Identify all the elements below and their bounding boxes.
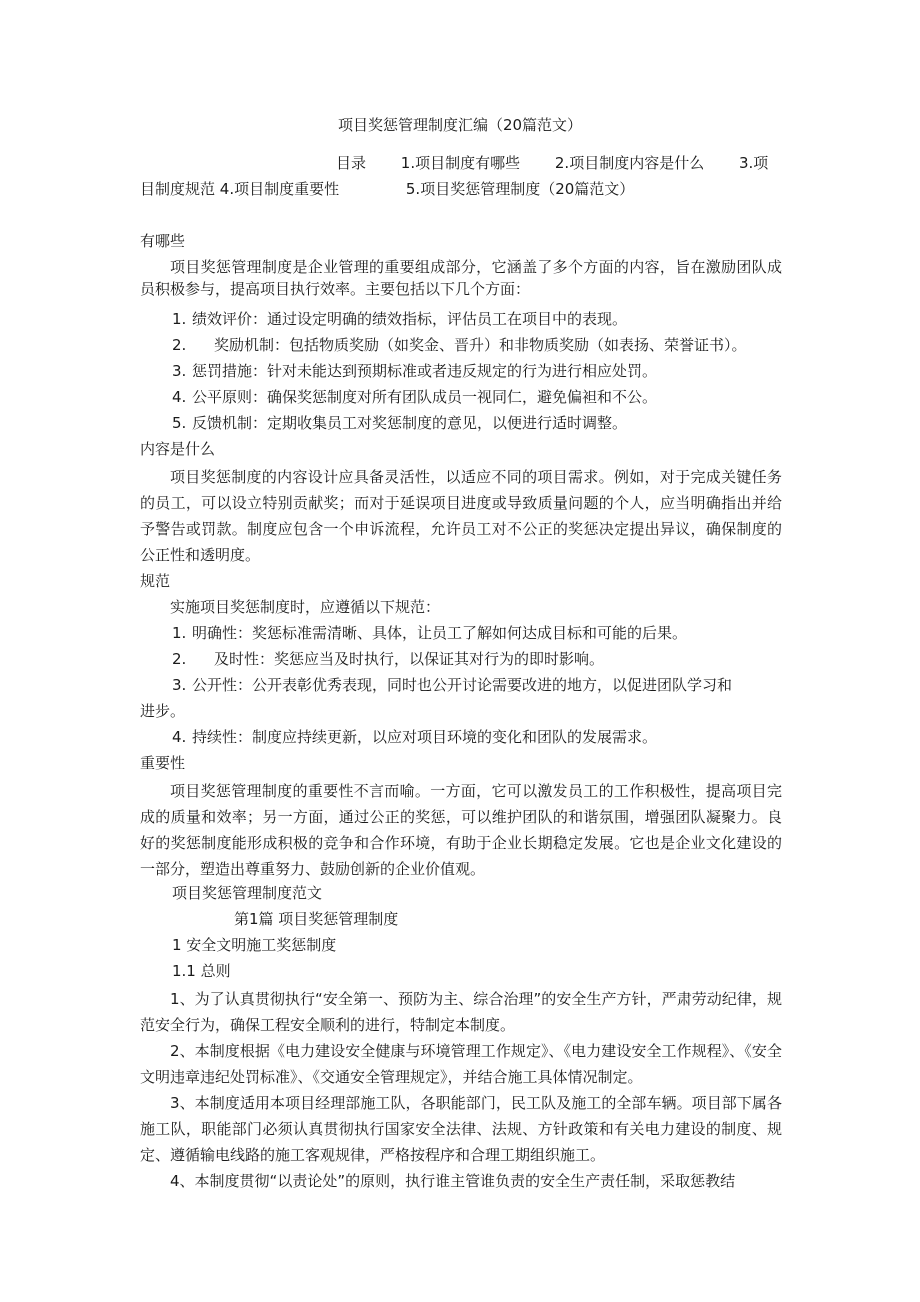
paragraph: 2、本制度根据《电力建设安全健康与环境管理工作规定》、《电力建设安全工作规程》、《安全文明违章违纪处罚标准》、《交通安全管理规定》，并结合施工具体情况制定。 bbox=[140, 1042, 782, 1086]
list-number: 1. bbox=[172, 310, 187, 328]
paragraph: 项目奖惩管理制度的重要性不言而喻。一方面，它可以激发员工的工作积极性，提高项目完成的质量和效率；另一方面，通过公正的奖惩，可以维护团队的和谐氛围，增强团队凝聚力。良好的奖惩制度能形成积极的竞争和合作环境，有助于企业长期稳定发展。它也是企业文化建设的一部分，塑造出尊重努力、鼓励创新的企业价值观。 bbox=[140, 782, 782, 878]
list-text: 持续性：制度应持续更新，以应对项目环境的变化和团队的发展需求。 bbox=[192, 728, 658, 746]
list-item bbox=[172, 648, 782, 670]
list-item bbox=[172, 386, 782, 408]
section-title: 1.1 总则 bbox=[172, 962, 231, 980]
list-text: 明确性：奖惩标准需清晰、具体，让员工了解如何达成目标和可能的后果。 bbox=[192, 624, 688, 642]
section-heading: 重要性 bbox=[140, 754, 186, 772]
section-heading: 有哪些 bbox=[140, 232, 186, 250]
list-text: 反馈机制：定期收集员工对奖惩制度的意见，以便进行适时调整。 bbox=[192, 414, 628, 432]
chapter-title: 1 安全文明施工奖惩制度 bbox=[172, 936, 337, 954]
toc-line-2 bbox=[140, 178, 634, 200]
list-text: 奖励机制：包括物质奖励（如奖金、晋升）和非物质奖励（如表扬、荣誉证书）。 bbox=[214, 336, 747, 354]
list-item bbox=[172, 308, 782, 330]
list-number: 1. bbox=[172, 624, 187, 642]
list-item-continuation: 进步。 bbox=[140, 702, 186, 720]
list-text: 公平原则：确保奖惩制度对所有团队成员一视同仁，避免偏袒和不公。 bbox=[192, 388, 658, 406]
toc-item-5[interactable]: 5.项目奖惩管理制度（20篇范文） bbox=[405, 180, 635, 198]
paragraph: 3、本制度适用本项目经理部施工队，各职能部门，民工队及施工的全部车辆。项目部下属各施工队，职能部门必须认真贯彻执行国家安全法律、法规、方针政策和有关电力建设的制度、规定、遵循输电线路的施工客观规律，严格按程序和合理工期组织施工。 bbox=[140, 1094, 782, 1164]
list-item bbox=[172, 360, 782, 382]
paragraph: 1、为了认真贯彻执行“安全第一、预防为主、综合治理”的安全生产方针，严肃劳动纪律，规范安全行为，确保工程安全顺利的进行，特制定本制度。 bbox=[140, 990, 782, 1034]
list-number: 5. bbox=[172, 414, 187, 432]
list-number: 2. bbox=[172, 650, 187, 668]
list-item bbox=[172, 334, 782, 356]
section-heading: 内容是什么 bbox=[140, 440, 216, 458]
list-number: 4. bbox=[172, 728, 187, 746]
list-number: 4. bbox=[172, 388, 187, 406]
paragraph: 项目奖惩制度的内容设计应具备灵活性，以适应不同的项目需求。例如，对于完成关键任务的员工，可以设立特别贡献奖；而对于延误项目进度或导致质量问题的个人，应当明确指出并给予警告或罚款。制度应包含一个申诉流程，允许员工对不公正的奖惩决定提出异议，确保制度的公正性和透明度。 bbox=[140, 468, 782, 564]
toc-line-1 bbox=[336, 152, 768, 174]
list-item bbox=[172, 726, 782, 748]
toc-item-4[interactable]: 4.项目制度重要性 bbox=[219, 180, 340, 198]
paragraph: 项目奖惩管理制度是企业管理的重要组成部分，它涵盖了多个方面的内容，旨在激励团队成员积极参与，提高项目执行效率。主要包括以下几个方面： bbox=[140, 258, 782, 298]
article-title: 第1篇 项目奖惩管理制度 bbox=[234, 910, 399, 928]
list-text: 公开性：公开表彰优秀表现，同时也公开讨论需要改进的地方，以促进团队学习和 bbox=[192, 676, 733, 694]
toc-label: 目录 bbox=[336, 154, 367, 172]
section-heading: 项目奖惩管理制度范文 bbox=[172, 884, 323, 902]
section-heading: 规范 bbox=[140, 572, 171, 590]
toc-item-2[interactable]: 2.项目制度内容是什么 bbox=[554, 154, 705, 172]
paragraph: 实施项目奖惩制度时，应遵循以下规范： bbox=[170, 598, 441, 616]
paragraph: 4、本制度贯彻“以责论处”的原则，执行谁主管谁负责的安全生产责任制，采取惩教结 bbox=[170, 1172, 736, 1190]
list-item bbox=[172, 674, 782, 696]
list-text: 及时性：奖惩应当及时执行，以保证其对行为的即时影响。 bbox=[214, 650, 605, 668]
toc-item-3-start[interactable]: 3.项 bbox=[738, 154, 769, 172]
list-text: 惩罚措施：针对未能达到预期标准或者违反规定的行为进行相应处罚。 bbox=[192, 362, 658, 380]
list-number: 3. bbox=[172, 676, 187, 694]
list-item bbox=[172, 412, 782, 434]
list-number: 3. bbox=[172, 362, 187, 380]
toc-item-1[interactable]: 1.项目制度有哪些 bbox=[400, 154, 521, 172]
list-text: 绩效评价：通过设定明确的绩效指标，评估员工在项目中的表现。 bbox=[192, 310, 628, 328]
list-number: 2. bbox=[172, 336, 187, 354]
list-item bbox=[172, 622, 782, 644]
document-title: 项目奖惩管理制度汇编（20篇范文） bbox=[337, 116, 583, 134]
toc-item-3-end[interactable]: 目制度规范 bbox=[140, 180, 216, 198]
